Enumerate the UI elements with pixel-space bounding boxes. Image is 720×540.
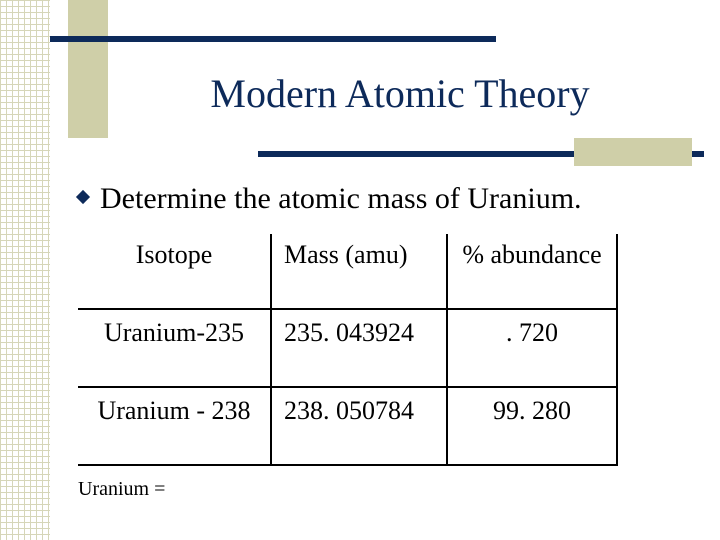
bullet-item — [78, 182, 582, 216]
decorative-grid-strip — [0, 0, 50, 540]
table-header-row — [78, 234, 617, 309]
cell-mass: 235. 043924 — [271, 309, 447, 387]
header-isotope: Isotope — [78, 234, 271, 309]
bullet-text: Determine the atomic mass of Uranium. — [100, 182, 582, 215]
cell-isotope: Uranium - 238 — [78, 387, 271, 465]
footer-text: Uranium = — [78, 478, 166, 500]
title-rule-top — [50, 36, 496, 42]
cell-mass: 238. 050784 — [271, 387, 447, 465]
header-mass: Mass (amu) — [271, 234, 447, 309]
decorative-block-top — [68, 0, 108, 138]
decorative-block-right — [574, 138, 692, 166]
cell-isotope: Uranium-235 — [78, 309, 271, 387]
diamond-bullet-icon — [76, 190, 90, 204]
table-row — [78, 309, 617, 387]
table-row — [78, 387, 617, 465]
cell-abundance: . 720 — [447, 309, 617, 387]
cell-abundance: 99. 280 — [447, 387, 617, 465]
header-abundance: % abundance — [447, 234, 617, 309]
isotope-table — [78, 234, 618, 466]
slide-title: Modern Atomic Theory — [210, 71, 590, 116]
